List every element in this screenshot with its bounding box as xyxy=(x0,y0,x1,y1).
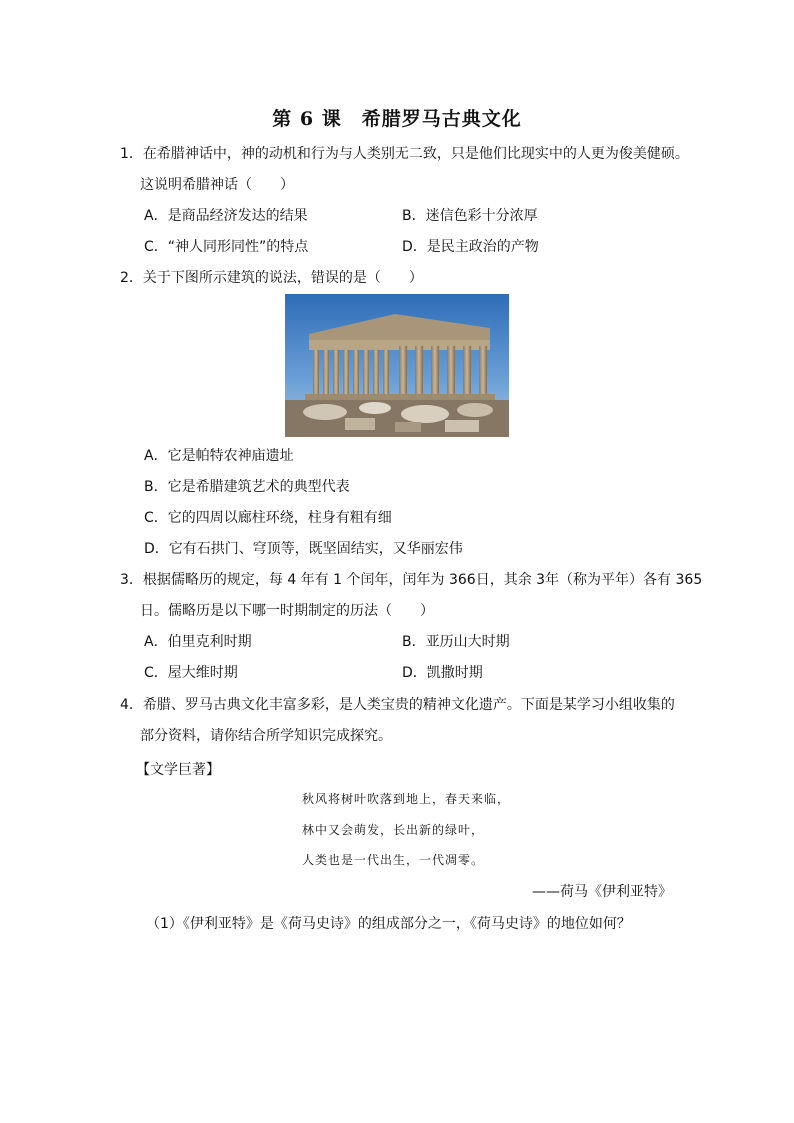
parthenon-illustration xyxy=(285,294,509,437)
question-3-option-d: D．凯撒时期 xyxy=(402,665,483,681)
question-3-text: 3．根据儒略历的规定，每 4 年有 1 个闰年，闰年为 366日，其余 3年（称为平年）各有 365 xyxy=(120,572,703,588)
question-1-option-c: C．“神人同形同性”的特点 xyxy=(144,239,309,255)
poem-source: ——荷马《伊利亚特》 xyxy=(532,884,672,900)
question-2-text: 2．关于下图所示建筑的说法，错误的是（ ） xyxy=(120,270,423,286)
question-1-option-b: B．迷信色彩十分浓厚 xyxy=(402,208,538,224)
question-1-option-a: A．是商品经济发达的结果 xyxy=(144,208,308,224)
question-2-option-d: D．它有石拱门、穹顶等，既坚固结实，又华丽宏伟 xyxy=(144,541,463,557)
question-3-option-a: A．伯里克利时期 xyxy=(144,634,252,650)
poem-line-1: 秋风将树叶吹落到地上，春天来临， xyxy=(302,792,511,806)
question-4-text: 4．希腊、罗马古典文化丰富多彩，是人类宝贵的精神文化遗产。下面是某学习小组收集的 xyxy=(120,697,675,713)
question-1-text: 1．在希腊神话中，神的动机和行为与人类别无二致，只是他们比现实中的人更为俊美健硕。 xyxy=(120,146,689,162)
parthenon-photo xyxy=(285,294,509,437)
question-3-option-c: C．屋大维时期 xyxy=(144,665,238,681)
question-2-option-a: A．它是帕特农神庙遗址 xyxy=(144,448,294,464)
question-1-text-cont: 这说明希腊神话（ ） xyxy=(140,177,294,193)
poem-line-3: 人类也是一代出生，一代凋零。 xyxy=(302,853,485,867)
poem-line-2: 林中又会萌发，长出新的绿叶， xyxy=(302,823,485,837)
question-3-option-b: B．亚历山大时期 xyxy=(402,634,510,650)
page-title: 第 6 课 希腊罗马古典文化 xyxy=(272,108,522,130)
question-2-option-c: C．它的四周以廊柱环绕，柱身有粗有细 xyxy=(144,510,392,526)
question-3-text-cont: 日。儒略历是以下哪一时期制定的历法（ ） xyxy=(140,603,434,619)
section-heading-literature: 【文学巨著】 xyxy=(136,762,220,778)
question-2-option-b: B．它是希腊建筑艺术的典型代表 xyxy=(144,479,350,495)
question-4-text-cont: 部分资料，请你结合所学知识完成探究。 xyxy=(140,728,392,744)
question-4-sub-1: （1）《伊利亚特》是《荷马史诗》的组成部分之一，《荷马史诗》的地位如何？ xyxy=(146,916,631,932)
question-1-option-d: D．是民主政治的产物 xyxy=(402,239,539,255)
